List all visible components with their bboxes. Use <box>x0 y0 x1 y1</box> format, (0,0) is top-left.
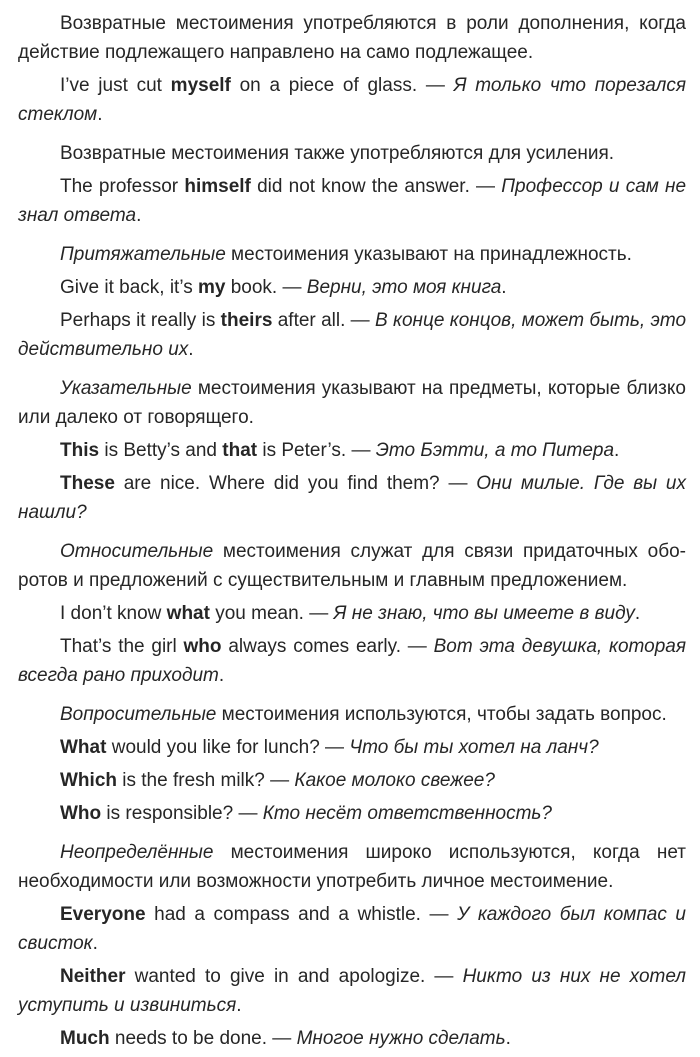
bold-term: Who <box>60 803 102 824</box>
italic-text: Кто несёт ответственность? <box>262 803 552 824</box>
italic-text: Многое нужно сделать <box>296 1028 506 1049</box>
italic-text: Что бы ты хотел на ланч? <box>349 737 599 758</box>
bold-term: himself <box>184 176 251 197</box>
paragraph-relative-rule <box>18 537 686 595</box>
text-run: местоимения широко используются, когда нет необходимости или возможности употребить личное местоимение. <box>18 842 686 892</box>
text-run: . <box>634 603 641 624</box>
paragraph-emphatic-example <box>18 172 686 230</box>
text-run: after all. — <box>272 310 375 331</box>
paragraph-relative-example-1 <box>18 599 686 628</box>
text-run: Возвратные местоимения также употребляются для усиления. <box>60 143 615 164</box>
text-run: would you like for lunch? — <box>106 737 350 758</box>
italic-text: Неопределённые <box>60 842 214 863</box>
text-run: местоимения используются, чтобы задать вопрос. <box>216 704 667 725</box>
text-run: is Betty’s and <box>99 440 223 461</box>
italic-text: Никто из них не хотел уступить и извиниться <box>18 966 686 1016</box>
paragraph-reflexive-example <box>18 71 686 129</box>
text-run: . <box>614 440 620 461</box>
bold-term: Much <box>60 1028 110 1049</box>
bold-term: What <box>60 737 107 758</box>
bold-term: This <box>60 440 100 461</box>
italic-text: Верни, это моя книга <box>306 277 502 298</box>
paragraph-emphatic-rule <box>18 139 686 168</box>
text-run: местоимения указывают на предметы, которые близко или далеко от говорящего. <box>18 378 686 428</box>
text-run: I don’t know <box>60 603 167 624</box>
italic-text: Вопросительные <box>60 704 217 725</box>
text-run: is the fresh milk? — <box>117 770 295 791</box>
italic-text: Я только что порезался стеклом <box>18 75 686 125</box>
italic-text: Какое молоко свежее? <box>294 770 495 791</box>
paragraph-indefinite-example-1 <box>18 900 686 958</box>
italic-text: В конце концов, может быть, это действительно их <box>18 310 687 360</box>
text-run: you mean. — <box>209 603 334 624</box>
text-run: . <box>505 1028 511 1049</box>
text-run: . <box>236 995 242 1016</box>
text-run: is responsible? — <box>101 803 263 824</box>
italic-text: Притяжательные <box>60 244 226 265</box>
paragraph-interrogative-example-1 <box>18 733 686 762</box>
paragraph-indefinite-example-3 <box>18 1024 686 1053</box>
bold-term: what <box>166 603 210 624</box>
bold-term: who <box>183 636 222 657</box>
italic-text: Они милые. Где вы их нашли? <box>18 473 686 523</box>
italic-text: Указательные <box>60 378 192 399</box>
text-run: . <box>218 665 225 686</box>
text-run: The professor <box>60 176 185 197</box>
italic-text: Вот эта девушка, которая всегда рано приходит <box>18 636 687 686</box>
text-run: are nice. Where did you find them? — <box>114 473 477 494</box>
paragraph-demonstrative-example-2 <box>18 469 686 527</box>
paragraph-possessive-example-2 <box>18 306 686 364</box>
paragraph-interrogative-example-3 <box>18 799 686 828</box>
italic-text: Профессор и сам не знал ответа <box>18 176 687 226</box>
italic-text: У каждого был компас и свисток <box>18 904 686 954</box>
text-run: местоимения указывают на принадлежность. <box>225 244 632 265</box>
text-run: . <box>136 205 142 226</box>
bold-term: theirs <box>220 310 273 331</box>
paragraph-indefinite-example-2 <box>18 962 686 1020</box>
paragraph-possessive-rule <box>18 240 686 269</box>
paragraph-demonstrative-example-1 <box>18 436 686 465</box>
bold-term: that <box>222 440 258 461</box>
text-run: That’s the girl <box>60 636 184 657</box>
text-run: always comes early. — <box>221 636 434 657</box>
text-run: . <box>97 104 103 125</box>
paragraph-interrogative-rule <box>18 700 686 729</box>
text-run: on a piece of glass. — <box>230 75 454 96</box>
text-run: I’ve just cut <box>60 75 171 96</box>
text-run: book. — <box>225 277 307 298</box>
text-run: местоимения служат для связи придаточных оборотов и предложений с существительным и главным предложением. <box>18 541 686 591</box>
paragraph-reflexive-rule <box>18 9 686 67</box>
paragraph-demonstrative-rule <box>18 374 686 432</box>
text-run: is Peter’s. — <box>257 440 376 461</box>
text-run: Возвратные местоимения употребляются в роли дополнения, когда действие подлежащего направлено на само подлежащее. <box>18 13 686 63</box>
paragraph-relative-example-2 <box>18 632 686 690</box>
bold-term: These <box>60 473 115 494</box>
italic-text: Относительные <box>60 541 214 562</box>
text-run: had a compass and a whistle. — <box>145 904 458 925</box>
text-run: . <box>501 277 507 298</box>
text-run: did not know the answer. — <box>250 176 502 197</box>
paragraph-indefinite-rule <box>18 838 686 896</box>
text-run: wanted to give in and apologize. — <box>125 966 463 987</box>
bold-term: my <box>197 277 226 298</box>
paragraph-possessive-example-1 <box>18 273 686 302</box>
italic-text: Это Бэтти, а то Питера <box>375 440 615 461</box>
bold-term: Which <box>60 770 117 791</box>
text-run: needs to be done. — <box>109 1028 297 1049</box>
text-run: . <box>92 933 98 954</box>
bold-term: myself <box>170 75 231 96</box>
bold-term: Neither <box>60 966 126 987</box>
text-run: Give it back, it’s <box>60 277 198 298</box>
text-run: Perhaps it really is <box>60 310 221 331</box>
text-run: . <box>188 339 194 360</box>
paragraph-interrogative-example-2 <box>18 766 686 795</box>
bold-term: Everyone <box>60 904 146 925</box>
italic-text: Я не знаю, что вы имеете в виду <box>333 603 635 624</box>
